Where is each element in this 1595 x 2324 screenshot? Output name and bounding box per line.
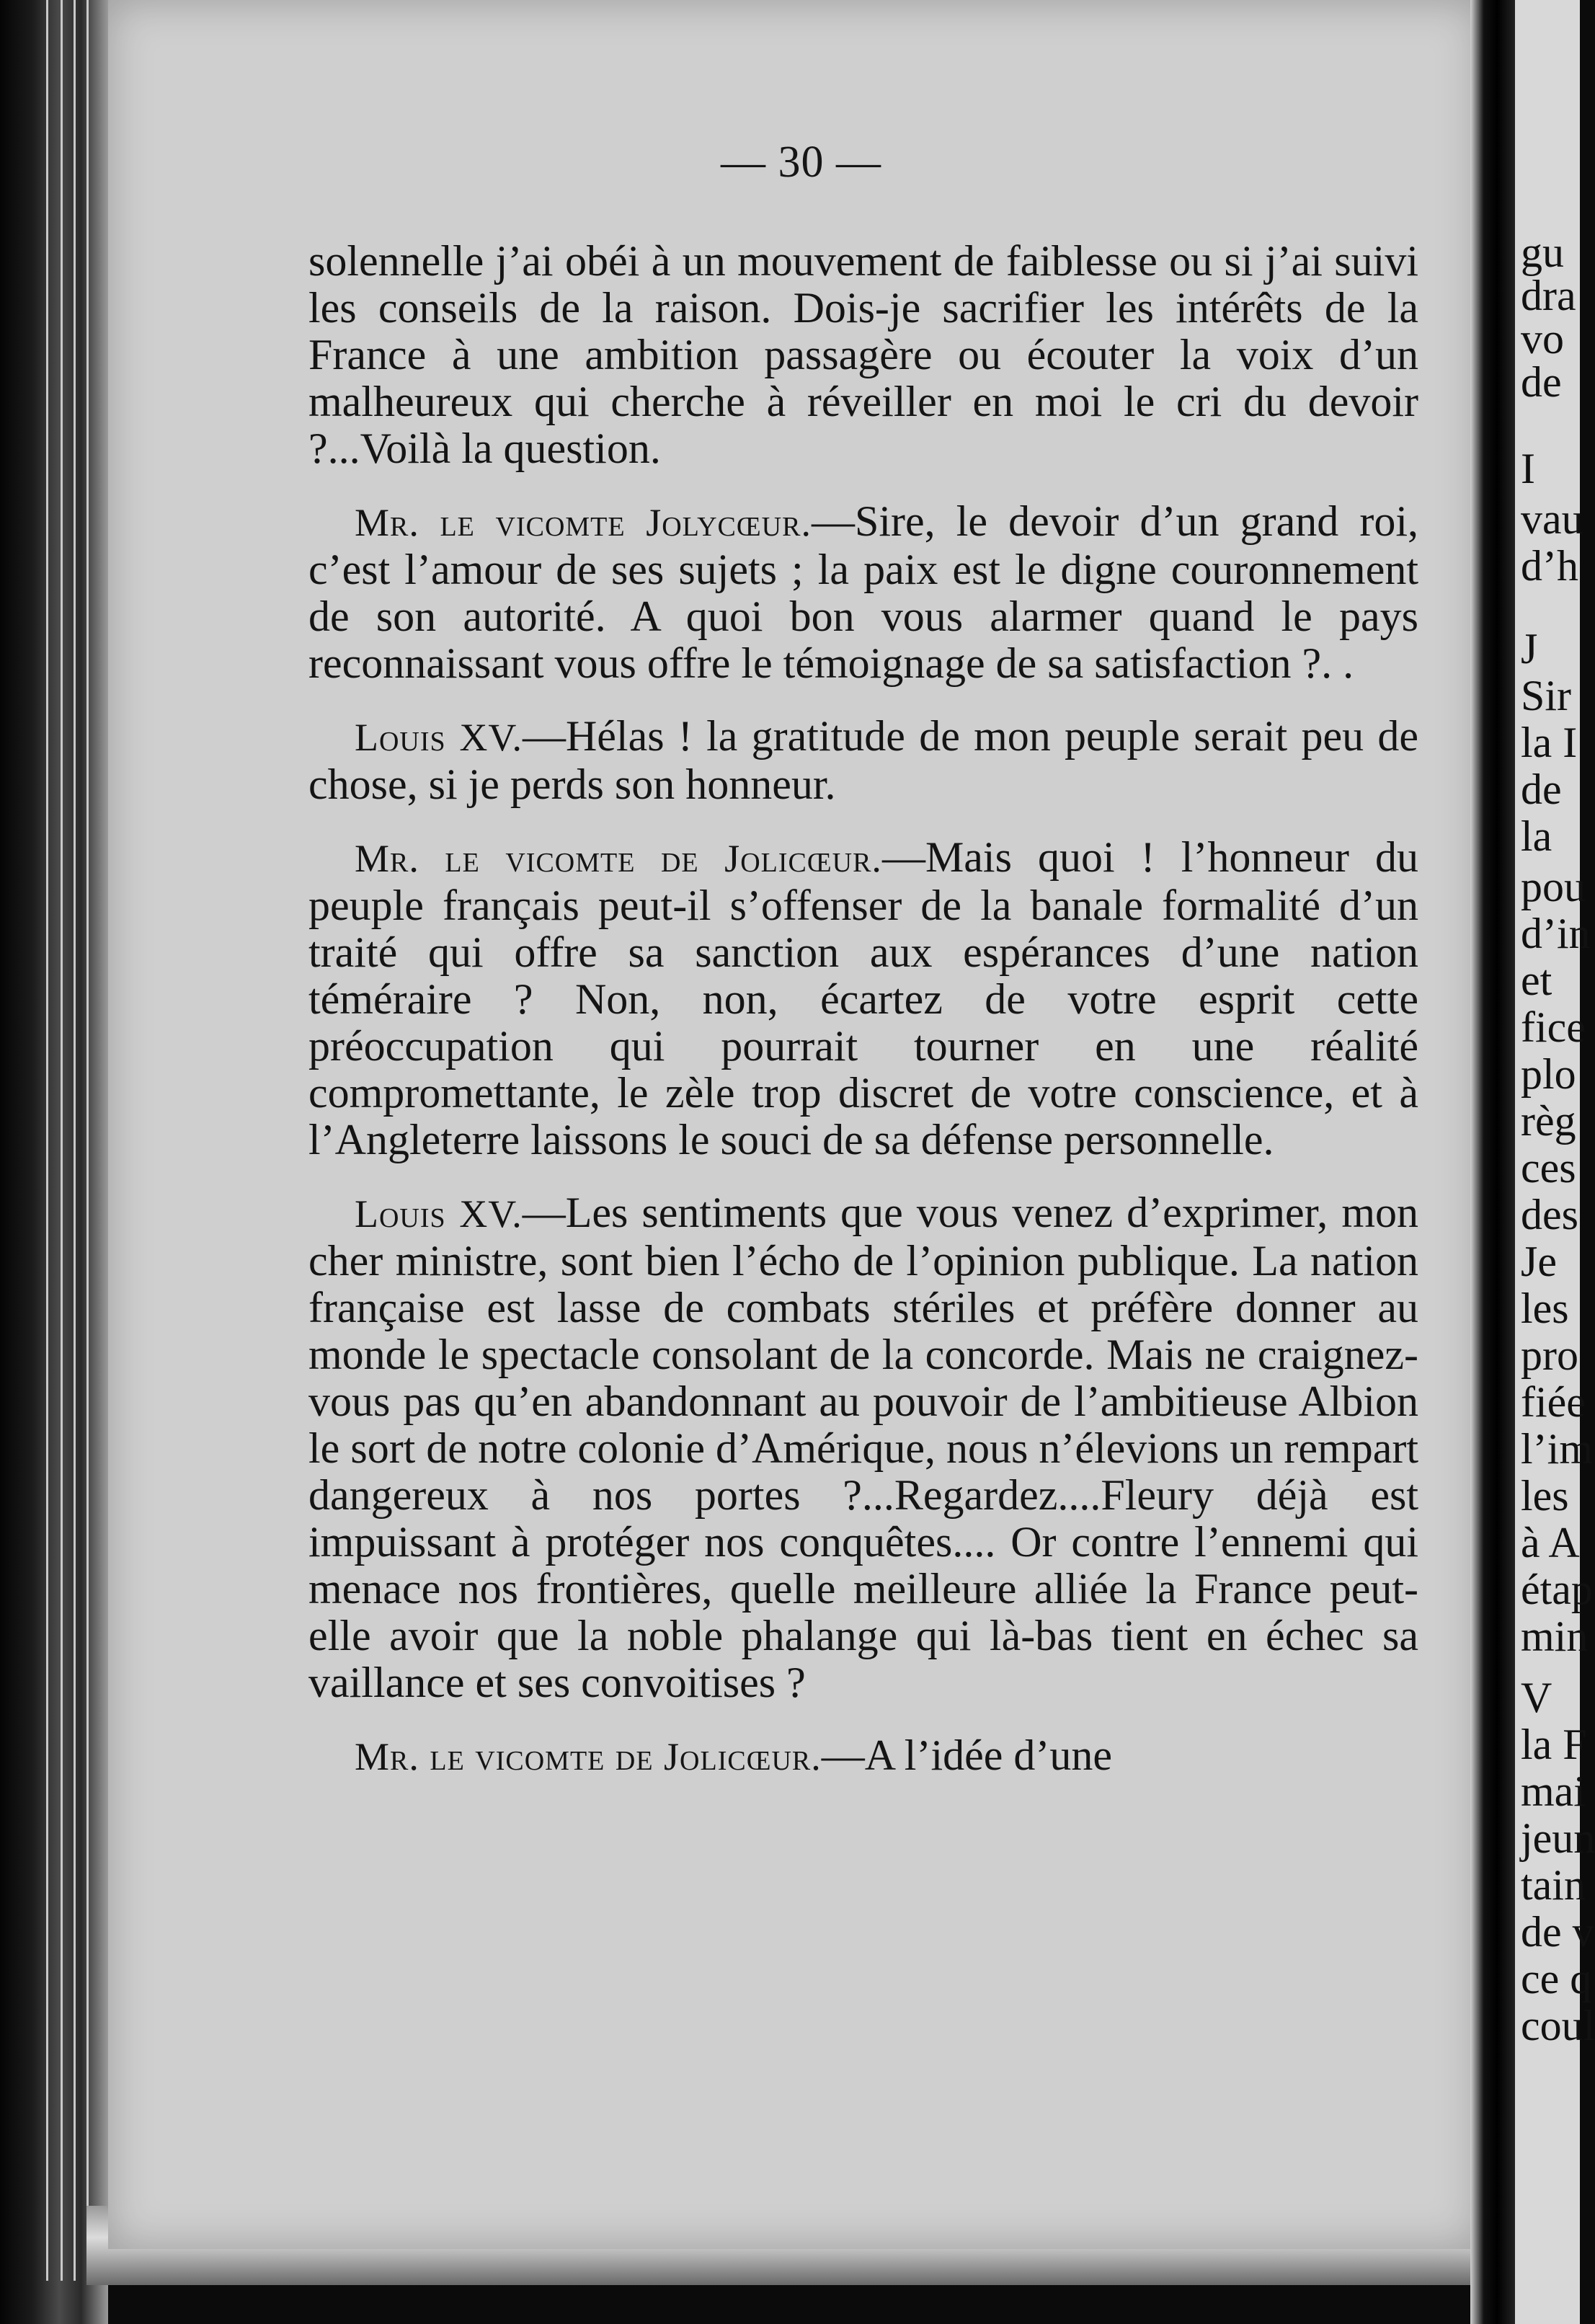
next-page-text-fragment: jeun xyxy=(1521,1814,1595,1862)
page-edge-line xyxy=(46,0,48,2281)
next-page-text-fragment: mai xyxy=(1521,1768,1586,1815)
page-edge-line xyxy=(74,0,76,2281)
paragraph xyxy=(308,713,1418,808)
next-page-text-fragment: les xyxy=(1521,1285,1569,1332)
next-page-text-fragment: I xyxy=(1521,445,1535,492)
book-gutter xyxy=(1470,0,1515,2324)
next-page-text-fragment: coul xyxy=(1521,2002,1595,2049)
speech-text: —Hélas ! la gratitude de mon peuple serait peu de chose, si je perds son honneur. xyxy=(308,712,1418,808)
next-page-text-fragment: pou xyxy=(1521,863,1586,910)
next-page-text-fragment: à A xyxy=(1521,1519,1580,1566)
paragraph xyxy=(308,1189,1418,1706)
page-edge-line xyxy=(86,0,89,2281)
next-page-text-fragment: Sir xyxy=(1521,672,1572,719)
speech-text: solennelle j’ai obéi à un mouvement de faiblesse ou si j’ai suivi les conseils de la raison. Dois-je sacrifier les intérêts de la France à une ambition passagère ou écouter la voix d’un malheureux qui cherche à réveiller en moi le cri du devoir ?...Voilà la question. xyxy=(308,237,1418,472)
next-page-text-fragment: dra xyxy=(1521,272,1576,319)
next-page-text-fragment: de v xyxy=(1521,1908,1594,1956)
next-page-text-fragment: ce q xyxy=(1521,1955,1592,2003)
next-page-text-fragment: pro xyxy=(1521,1331,1578,1379)
next-page-text-fragment: vau xyxy=(1521,495,1583,543)
next-page-text-fragment: des xyxy=(1521,1191,1578,1238)
next-page-text-fragment: de xyxy=(1521,358,1562,406)
next-page-text-fragment: vo xyxy=(1521,315,1564,363)
next-page-text-fragment: gu xyxy=(1521,229,1564,276)
speech-text: —Les sentiments que vous venez d’exprimer, mon cher ministre, sont bien l’écho de l’opinion publique. La nation française est lasse de combats stériles et préfère donner au monde le spectacle consolant de la concorde. Mais ne craignez-vous pas qu’en abandonnant au pouvoir de l’ambitieuse Albion le sort de notre colonie d’Amérique, nous n’élevions un rempart dangereux à nos portes ?...Regardez....Fleury déjà est impuissant à protéger nos conquêtes.... Or contre l’ennemi qui menace nos frontières, quelle meilleure alliée la France peut-elle avoir que la noble phalange qui là-bas tient en échec sa vaillance et ses convoitises ? xyxy=(308,1189,1418,1706)
paragraph xyxy=(308,238,1418,472)
speech-text: —Sire, le devoir d’un grand roi, c’est l’amour de ses sujets ; la paix est le digne couronnement de son autorité. A quoi bon vous alarmer quand le pays reconnaissant vous offre le témoignage de sa satisfaction ?. . xyxy=(308,497,1418,687)
page-number: — 30 — xyxy=(721,138,881,187)
next-page-text-fragment: Je xyxy=(1521,1238,1557,1285)
speaker-name: Mr. le vicomte Jolycœur. xyxy=(355,501,812,544)
paragraph xyxy=(308,834,1418,1163)
next-page-text-fragment: J xyxy=(1521,625,1538,673)
next-page-text-fragment: et xyxy=(1521,957,1552,1004)
next-page-text-fragment: fiée xyxy=(1521,1378,1586,1426)
next-page-text-fragment: ces xyxy=(1521,1144,1576,1192)
next-page-text-fragment: règ xyxy=(1521,1097,1576,1145)
next-page-text-fragment: V xyxy=(1521,1674,1552,1721)
speaker-name: Mr. le vicomte de Jolicœur. xyxy=(355,1735,822,1778)
speech-text: —A l’idée d’une xyxy=(821,1731,1112,1779)
next-page-text-fragment: tain xyxy=(1521,1861,1586,1909)
next-page-text-fragment: la I xyxy=(1521,719,1578,766)
next-page-text-fragment: les xyxy=(1521,1472,1569,1520)
next-page-text-fragment: fice xyxy=(1521,1003,1586,1051)
book-binding-edge xyxy=(0,0,108,2324)
next-page-text-fragment: la F xyxy=(1521,1721,1587,1768)
next-page-text-fragment: d’in xyxy=(1521,910,1591,957)
next-page-text-fragment: min xyxy=(1521,1613,1589,1660)
speaker-name: Mr. le vicomte de Jolicœur. xyxy=(355,837,882,880)
speaker-name: Louis XV. xyxy=(355,716,523,759)
page-edge-line xyxy=(61,0,63,2281)
next-page-text-fragment: plo xyxy=(1521,1050,1576,1098)
speaker-name: Louis XV. xyxy=(355,1192,523,1236)
next-page-fragment xyxy=(1515,0,1595,2324)
next-page-text-fragment: d’h xyxy=(1521,542,1578,590)
speech-text: —Mais quoi ! l’honneur du peuple français peut-il s’offenser de la banale formalité d’un traité qui offre sa sanction aux espérances d’une nation téméraire ? Non, non, écartez de votre esprit cette préoccupation qui pourrait tourner en une réalité compromettante, le zèle trop discret de votre conscience, et à l’Angleterre laissons le souci de sa défense personnelle. xyxy=(308,833,1418,1163)
paragraph xyxy=(308,1732,1418,1780)
body-text xyxy=(308,238,1418,1780)
next-page-text-fragment: la xyxy=(1521,812,1552,860)
paragraph xyxy=(308,498,1418,687)
next-page-text-fragment: étap xyxy=(1521,1566,1593,1613)
next-page-text-fragment: l’im xyxy=(1521,1425,1593,1473)
next-page-text-fragment: de xyxy=(1521,766,1562,813)
